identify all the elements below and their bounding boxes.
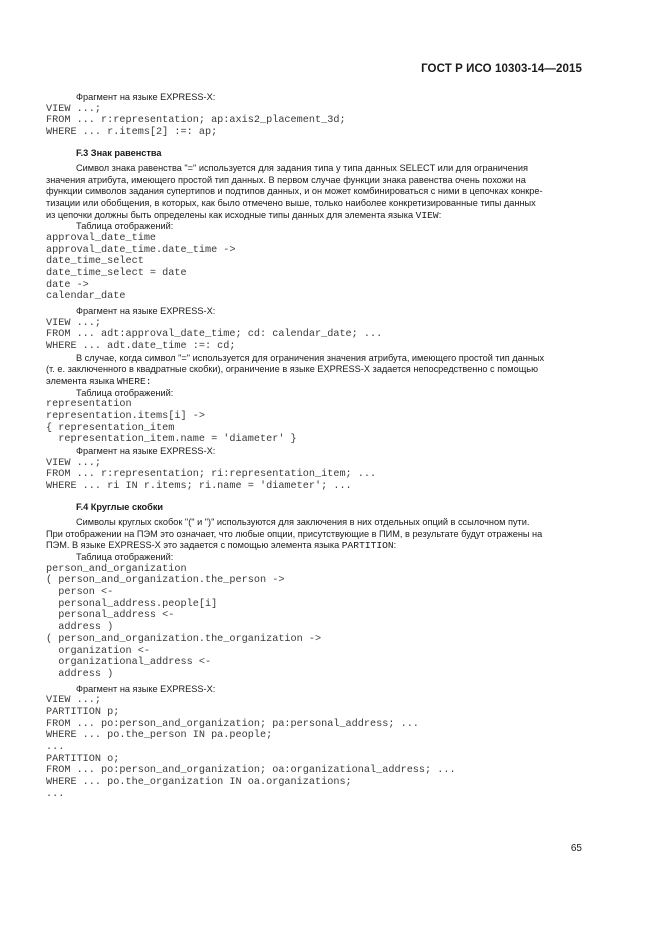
section-heading-f3: F.3 Знак равенства xyxy=(76,147,162,158)
code-block xyxy=(46,399,584,446)
paragraph-text: : xyxy=(393,540,397,551)
code-line: address ) xyxy=(46,668,114,680)
code-line: { representation_item xyxy=(46,422,175,434)
paragraph-line xyxy=(46,376,584,388)
code-line: VIEW ...; xyxy=(46,317,102,329)
code-line: VIEW ...; xyxy=(46,103,102,115)
code-line: ... xyxy=(46,788,65,800)
paragraph-text: : xyxy=(438,209,442,220)
code-line: calendar_date xyxy=(46,291,126,303)
paragraph xyxy=(46,163,584,221)
code-line: person <- xyxy=(46,587,114,599)
keyword-view: VIEW xyxy=(415,209,439,221)
code-block xyxy=(46,318,584,353)
code-block xyxy=(46,695,584,800)
code-line: representation_item.name = 'diameter' } xyxy=(46,434,297,446)
code-line: date_time_select = date xyxy=(46,267,187,279)
code-line: WHERE ... po.the_organization IN oa.organizations; xyxy=(46,777,352,789)
code-line: approval_date_time.date_time -> xyxy=(46,244,236,256)
code-line: representation xyxy=(46,399,132,411)
code-line: ( person_and_organization.the_organization -> xyxy=(46,633,322,645)
code-line: ... xyxy=(46,742,65,754)
document-header: ГОСТ Р ИСО 10303-14—2015 xyxy=(421,63,582,75)
code-line: personal_address.people[i] xyxy=(46,598,218,610)
paragraph xyxy=(46,517,584,552)
paragraph xyxy=(46,353,584,388)
fragment-label: Фрагмент на языке EXPRESS-X: xyxy=(76,306,216,317)
paragraph-line: Символы круглых скобок "(" и ")" используются для заключения в них отдельных опций в ссылочном пути. xyxy=(76,517,530,528)
fragment-label: Фрагмент на языке EXPRESS-X: xyxy=(76,445,216,456)
code-line: person_and_organization xyxy=(46,563,187,575)
mapping-label: Таблица отображений: xyxy=(76,387,174,398)
keyword-where: WHERE: xyxy=(116,375,152,387)
paragraph-line: В случае, когда символ "=" используется для ограничения значения атрибута, имеющего простой тип данных xyxy=(76,352,545,363)
paragraph-line: При отображении на ПЭМ это означает, что любые опции, присутствующие в ПИМ, в результате будут отражены на xyxy=(46,528,543,539)
code-line: date -> xyxy=(46,279,89,291)
code-line: organizational_address <- xyxy=(46,657,212,669)
code-line: FROM ... po:person_and_organization; oa:organizational_address; ... xyxy=(46,765,456,777)
page-content xyxy=(46,92,584,801)
mapping-label: Таблица отображений: xyxy=(76,221,174,232)
code-line: ( person_and_organization.the_person -> xyxy=(46,575,285,587)
code-block xyxy=(46,233,584,303)
code-line: address ) xyxy=(46,622,114,634)
paragraph-text: ПЭМ. В языке EXPRESS-X это задается с помощью элемента языка xyxy=(46,540,340,551)
code-line: approval_date_time xyxy=(46,232,157,244)
code-line: organization <- xyxy=(46,645,150,657)
code-line: representation.items[i] -> xyxy=(46,410,205,422)
code-line: PARTITION p; xyxy=(46,706,120,718)
code-line: WHERE ... po.the_person IN pa.people; xyxy=(46,730,273,742)
code-line: date_time_select xyxy=(46,256,144,268)
fragment-label: Фрагмент на языке EXPRESS-X: xyxy=(76,92,216,102)
code-line: personal_address <- xyxy=(46,610,175,622)
paragraph-text: из цепочки должны быть определены как исходные типы данных для элемента языка xyxy=(46,209,414,220)
mapping-label: Таблица отображений: xyxy=(76,552,174,563)
code-block xyxy=(46,564,584,681)
code-line: VIEW ...; xyxy=(46,695,102,707)
code-line: WHERE ... adt.date_time :=: cd; xyxy=(46,341,236,353)
paragraph-line: тизации или обобщения, в которых, как было отмечено выше, только наиболее конкретизированные типы данных xyxy=(46,198,536,209)
section-heading-f4: F.4 Круглые скобки xyxy=(76,501,164,512)
paragraph-line: Символ знака равенства "=" используется для задания типа у типа данных SELECT или для ограничения xyxy=(76,163,528,174)
paragraph-line: значения атрибута, имеющего простой тип данных. В первом случае функции знака равенства очень похожи на xyxy=(46,174,526,185)
paragraph-line xyxy=(46,210,584,222)
code-line: FROM ... po:person_and_organization; pa:personal_address; ... xyxy=(46,718,419,730)
paragraph-line: функции символов задания супертипов и подтипов данных, и он может комбинироваться с ними в цепочках конкре- xyxy=(46,186,543,197)
fragment-label: Фрагмент на языке EXPRESS-X: xyxy=(76,683,216,694)
code-line: PARTITION o; xyxy=(46,753,120,765)
code-line: WHERE ... r.items[2] :=: ap; xyxy=(46,127,218,138)
code-block xyxy=(46,104,584,139)
paragraph-text: элемента языка xyxy=(46,375,115,386)
code-line: FROM ... r:representation; ap:axis2_placement_3d; xyxy=(46,115,346,127)
keyword-partition: PARTITION xyxy=(341,540,394,552)
code-line: WHERE ... ri IN r.items; ri.name = 'diameter'; ... xyxy=(46,480,352,492)
paragraph-line: (т. е. заключенного в квадратные скобки), ограничение в языке EXPRESS-X задается непосредственно с помощью xyxy=(46,364,538,375)
code-block xyxy=(46,458,584,493)
code-line: FROM ... r:representation; ri:representation_item; ... xyxy=(46,469,377,481)
page-number: 65 xyxy=(570,843,582,854)
paragraph-line xyxy=(46,540,584,552)
code-line: FROM ... adt:approval_date_time; cd: calendar_date; ... xyxy=(46,329,383,341)
code-line: VIEW ...; xyxy=(46,457,102,469)
